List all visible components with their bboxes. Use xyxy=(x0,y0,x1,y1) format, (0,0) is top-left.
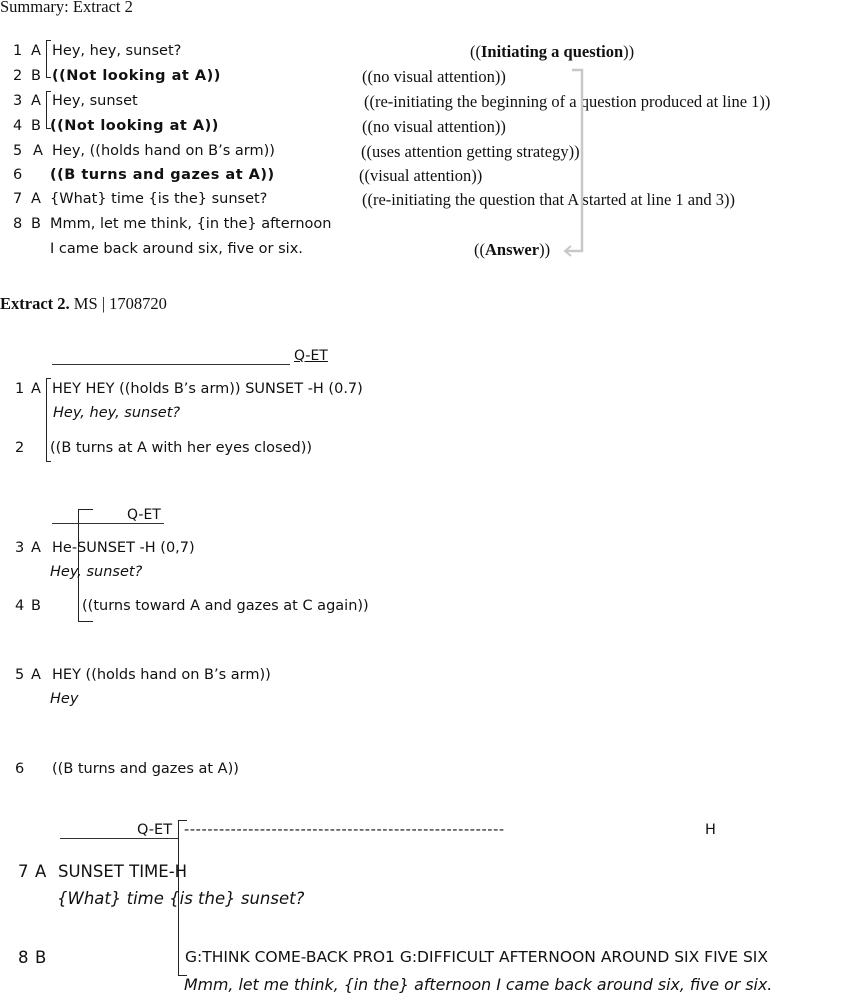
gloss: G:THINK COME-BACK PRO1 G:DIFFICULT AFTERNOON AROUND SIX FIVE SIX xyxy=(185,948,768,966)
speaker: B xyxy=(31,118,41,134)
line-number: 8 xyxy=(18,948,29,967)
annotation: ((Answer)) xyxy=(474,240,551,259)
translation: Hey xyxy=(50,691,79,707)
row-number: 3 xyxy=(13,93,23,109)
line-number: 3 xyxy=(15,540,25,556)
gloss: HEY ((holds hand on B’s arm)) xyxy=(52,667,271,683)
qet-line xyxy=(52,364,290,365)
hold-label: H xyxy=(705,822,716,838)
speaker: B xyxy=(31,216,41,232)
speaker: A xyxy=(35,862,47,881)
qet-line xyxy=(52,523,164,524)
qet-label: Q-ET xyxy=(127,507,161,523)
line-number: 7 xyxy=(18,862,29,881)
row-number: 2 xyxy=(13,68,23,84)
utterance: I came back around six, five or six. xyxy=(50,241,303,257)
utterance: ((B turns at A with her eyes closed)) xyxy=(50,440,313,456)
extract-heading: Extract 2. MS | 1708720 xyxy=(0,294,167,313)
annotation: ((no visual attention)) xyxy=(362,67,506,86)
gloss: SUNSET TIME-H xyxy=(58,862,188,881)
summary-title: Summary: Extract 2 xyxy=(0,0,133,16)
speaker: A xyxy=(31,43,41,59)
utterance: ((B turns and gazes at A)) xyxy=(50,167,275,183)
utterance: ((turns toward A and gazes at C again)) xyxy=(82,598,369,614)
speaker: A xyxy=(31,540,41,556)
utterance: Hey, ((holds hand on B’s arm)) xyxy=(52,143,275,159)
line-number: 6 xyxy=(15,761,25,777)
line-number: 2 xyxy=(15,440,25,456)
speaker: A xyxy=(33,143,43,159)
speaker: B xyxy=(31,68,41,84)
speaker: A xyxy=(31,667,41,683)
qet-label: Q-ET xyxy=(137,822,173,838)
translation: {What} time {is the} sunset? xyxy=(57,889,305,908)
annotation: ((uses attention getting strategy)) xyxy=(361,142,580,161)
row-number: 6 xyxy=(13,167,23,183)
gloss: He-SUNSET -H (0,7) xyxy=(52,540,195,556)
row-number: 4 xyxy=(13,118,23,134)
translation: Hey, hey, sunset? xyxy=(53,405,181,421)
annotation: ((no visual attention)) xyxy=(362,117,506,136)
utterance: Hey, hey, sunset? xyxy=(52,43,182,59)
line-number: 1 xyxy=(15,381,25,397)
line-number: 5 xyxy=(15,667,25,683)
translation: Mmm, let me think, {in the} afternoon I came back around six, five or six. xyxy=(184,975,773,994)
utterance: ((Not looking at A)) xyxy=(52,68,221,84)
annotation: ((re-initiating the question that A started at line 1 and 3)) xyxy=(362,190,735,209)
line-number: 4 xyxy=(15,598,25,614)
gloss: HEY HEY ((holds B’s arm)) SUNSET -H (0.7) xyxy=(52,381,363,397)
annotation: ((visual attention)) xyxy=(359,166,483,185)
speaker: B xyxy=(31,598,41,614)
utterance: ((Not looking at A)) xyxy=(50,118,219,134)
row-number: 7 xyxy=(13,191,23,207)
utterance: Mmm, let me think, {in the} afternoon xyxy=(50,216,332,232)
row-number: 1 xyxy=(13,43,23,59)
row-number: 5 xyxy=(13,143,23,159)
speaker: B xyxy=(35,948,47,967)
speaker: A xyxy=(31,381,41,397)
utterance: ((B turns and gazes at A)) xyxy=(52,761,239,777)
row-number: 8 xyxy=(13,216,23,232)
hold-dashes: ------------------------------------------------------- xyxy=(184,822,505,838)
annotation: ((re-initiating the beginning of a question produced at line 1)) xyxy=(364,92,771,111)
qet-label: Q-ET xyxy=(294,348,328,364)
utterance: Hey, sunset xyxy=(52,93,138,109)
speaker: A xyxy=(31,93,41,109)
translation: Hey, sunset? xyxy=(50,564,143,580)
speaker: A xyxy=(31,191,41,207)
annotation: ((Initiating a question)) xyxy=(470,42,635,61)
qet-line xyxy=(60,838,178,839)
utterance: {What} time {is the} sunset? xyxy=(50,191,268,207)
